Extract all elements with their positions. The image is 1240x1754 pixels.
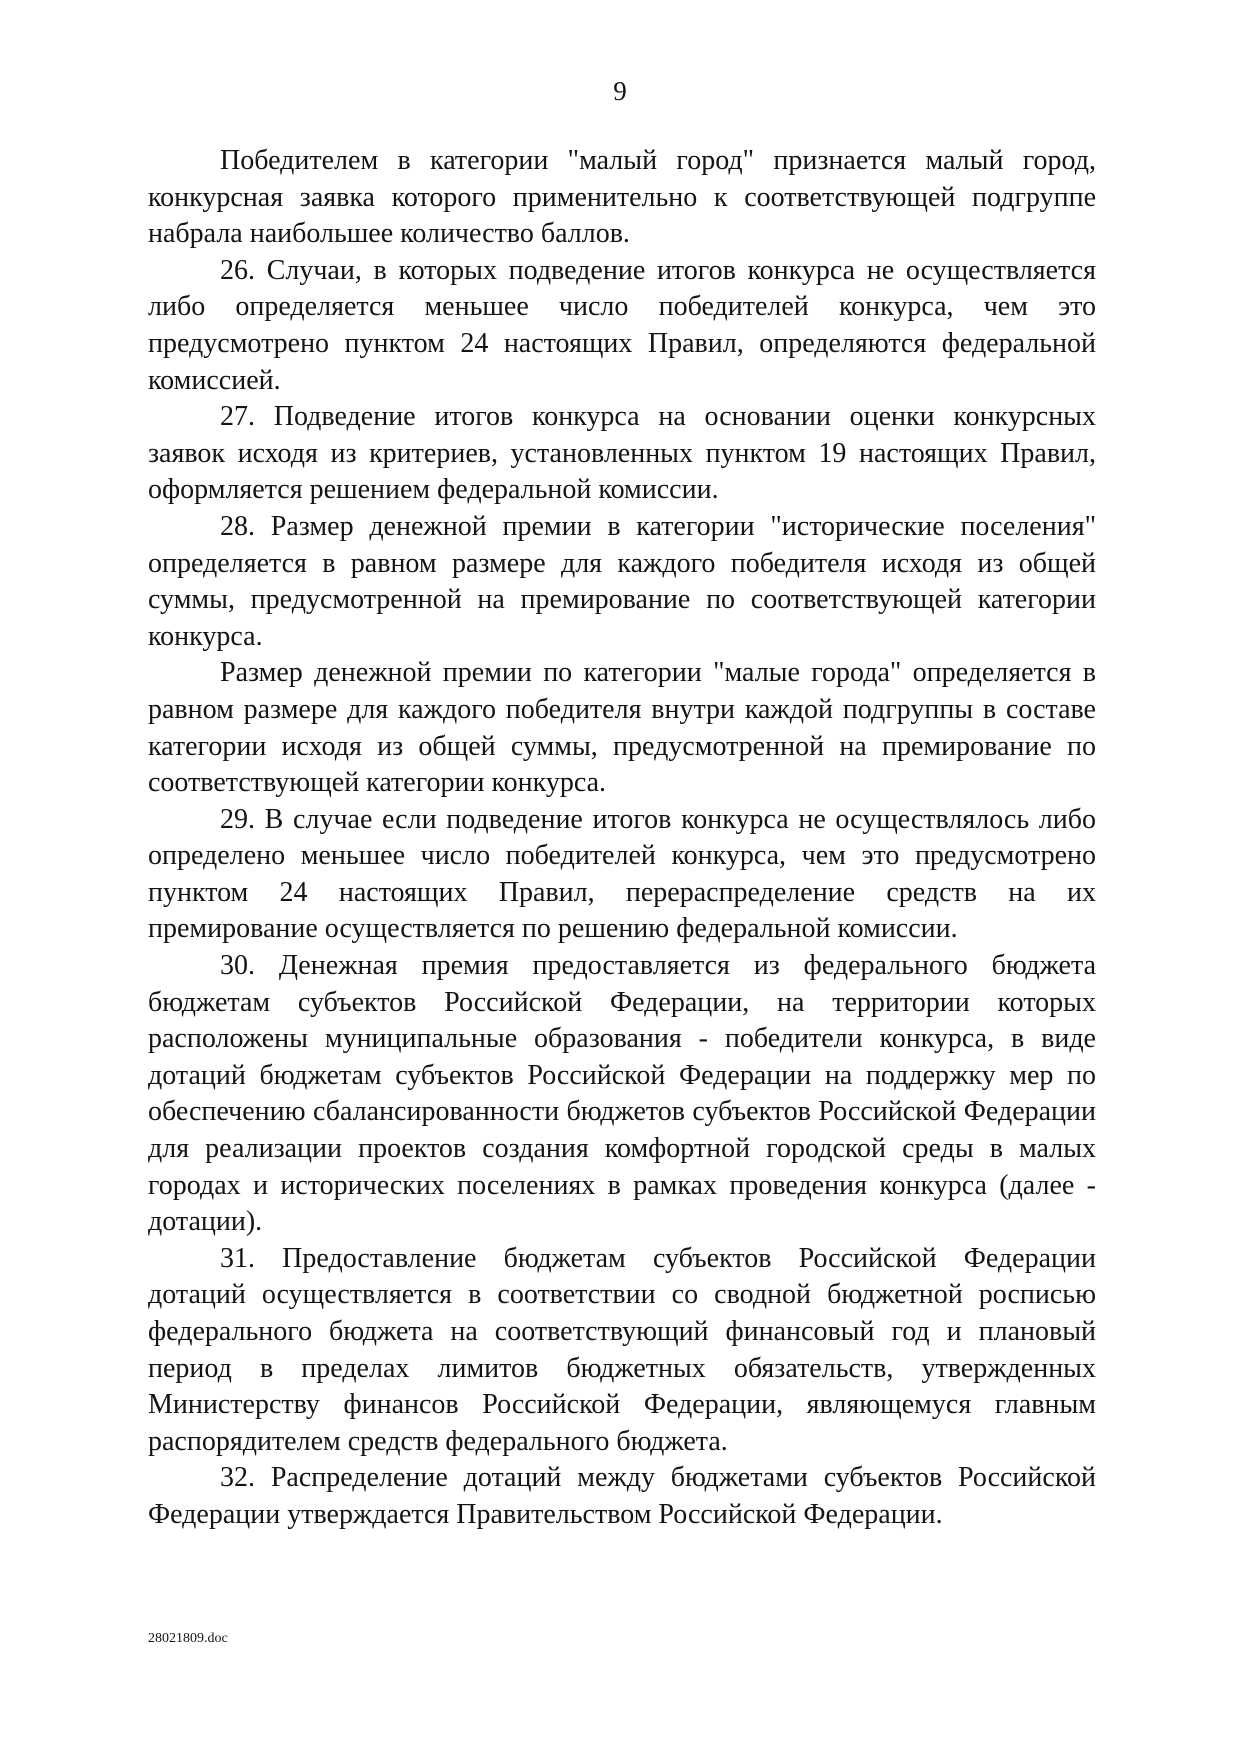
paragraph-30: 30. Денежная премия предоставляется из федерального бюджета бюджетам субъектов Российской Федерации, на территории которых расположены муниципальные образования - победители конкурса, в виде дотаций бюджетам субъектов Российской Федерации на поддержку мер по обеспечению сбалансированности бюджетов субъектов Российской Федерации для реализации проектов создания комфортной городской среды в малых городах и исторических поселениях в рамках проведения конкурса (далее - дотации). <box>148 950 1096 1238</box>
document-file-code: 28021809.doc <box>148 1631 228 1646</box>
paragraph-28: 28. Размер денежной премии в категории "исторические поселения" определяется в равном размере для каждого победителя исходя из общей суммы, предусмотренной на премирование по соответствующей категории конкурса. <box>148 510 1096 652</box>
paragraph-26: 26. Случаи, в которых подведение итогов конкурса не осуществляется либо определяется меньшее число победителей конкурса, чем это предусмотрено пунктом 24 настоящих Правил, определяются федеральной комиссией. <box>148 254 1096 396</box>
page-number: 9 <box>613 76 627 106</box>
paragraph-28-small-cities: Размер денежной премии по категории "малые города" определяется в равном размере для каждого победителя внутри каждой подгруппы в составе категории исходя из общей суммы, предусмотренной на премирование по соответствующей категории конкурса. <box>148 657 1096 799</box>
paragraph-29: 29. В случае если подведение итогов конкурса не осуществлялось либо определено меньшее число победителей конкурса, чем это предусмотрено пунктом 24 настоящих Правил, перераспределение средств на их премирование осуществляется по решению федеральной комиссии. <box>148 803 1096 945</box>
paragraph-32: 32. Распределение дотаций между бюджетами субъектов Российской Федерации утверждается Правительством Российской Федерации. <box>148 1462 1096 1530</box>
paragraph-winner-small-city: Победителем в категории "малый город" признается малый город, конкурсная заявка которого применительно к соответствующей подгруппе набрала наибольшее количество баллов. <box>148 145 1096 250</box>
paragraph-31: 31. Предоставление бюджетам субъектов Российской Федерации дотаций осуществляется в соответствии со сводной бюджетной росписью федерального бюджета на соответствующий финансовый год и плановый период в пределах лимитов бюджетных обязательств, утвержденных Министерству финансов Российской Федерации, являющемуся главным распорядителем средств федерального бюджета. <box>148 1242 1096 1457</box>
document-body <box>148 143 1096 1534</box>
paragraph-27: 27. Подведение итогов конкурса на основании оценки конкурсных заявок исходя из критериев, установленных пунктом 19 настоящих Правил, оформляется решением федеральной комиссии. <box>148 401 1096 506</box>
